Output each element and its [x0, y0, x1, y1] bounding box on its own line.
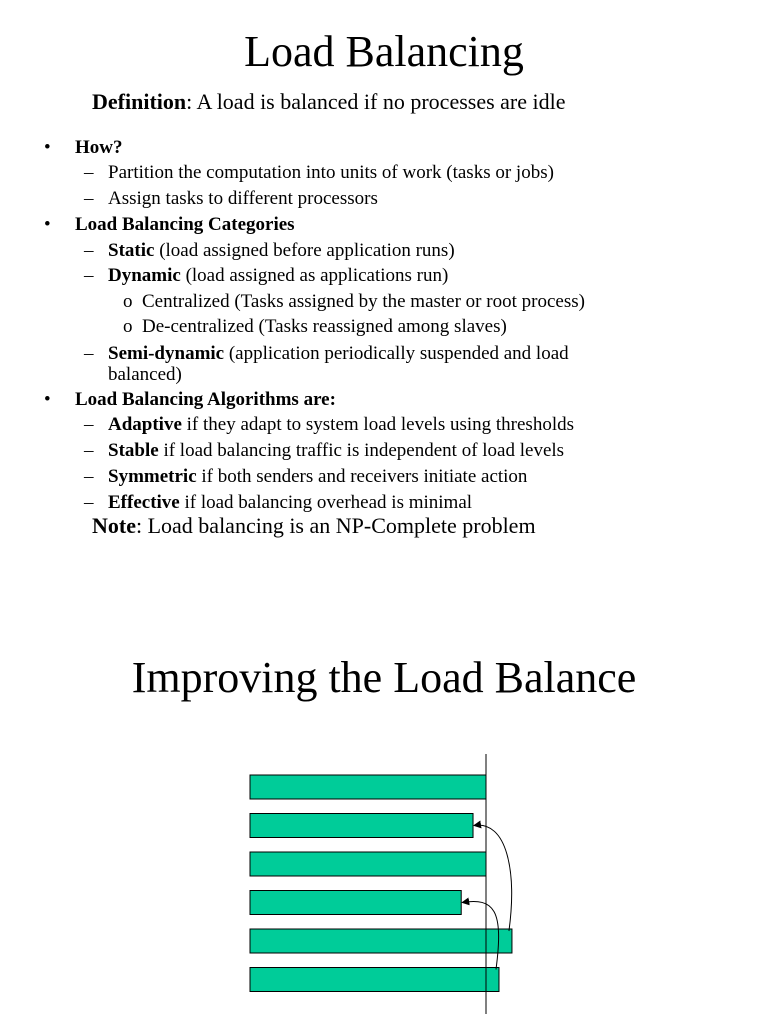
outline-item-text: [108, 465, 527, 488]
slide-title: Load Balancing: [244, 27, 524, 76]
load-bar: [250, 852, 486, 876]
dash-marker: –: [84, 414, 94, 435]
dash-marker: –: [84, 466, 94, 487]
outline-item-text: [108, 491, 472, 514]
outline-item-text: [108, 363, 182, 386]
definition-text: : A load is balanced if no processes are idle: [186, 89, 566, 114]
circle-marker: o: [123, 316, 133, 337]
dash-marker: –: [84, 492, 94, 513]
outline-item-text: [142, 290, 585, 313]
outline-item-text: [75, 136, 123, 159]
dash-marker: –: [84, 188, 94, 209]
dash-marker: –: [84, 440, 94, 461]
outline-item-term: Load Balancing Algorithms are:: [75, 389, 336, 410]
outline-item-term: How?: [75, 137, 123, 158]
circle-marker: o: [123, 291, 133, 312]
second-slide-title: Improving the Load Balance: [131, 653, 637, 702]
outline-item-text: [142, 315, 507, 338]
load-balance-diagram: [0, 750, 768, 1024]
outline-item-text: [75, 388, 336, 411]
outline-item-detail: Assign tasks to different processors: [108, 188, 378, 209]
outline-item-detail: balanced): [108, 364, 182, 385]
outline-item-term: Adaptive: [108, 414, 182, 435]
bullet-marker: •: [44, 137, 51, 158]
load-bar: [250, 891, 461, 915]
outline-item-detail: if load balancing overhead is minimal: [179, 492, 473, 513]
outline-item-text: [108, 413, 574, 436]
outline-item-term: Dynamic: [108, 265, 181, 286]
outline-item-detail: if they adapt to system load levels using thresholds: [181, 414, 574, 435]
outline-item-term: Symmetric: [108, 466, 197, 487]
outline-item-text: [108, 161, 554, 184]
definition-term: Definition: [92, 89, 187, 114]
outline-item-detail: De-centralized (Tasks reassigned among slaves): [142, 316, 507, 337]
migration-arrow: [474, 825, 512, 931]
load-bar: [250, 929, 512, 953]
outline-item-term: Effective: [108, 492, 180, 513]
outline-item-detail: if load balancing traffic is independent of load levels: [158, 440, 565, 461]
bullet-marker: •: [44, 389, 51, 410]
note-text: : Load balancing is an NP-Complete problem: [135, 513, 536, 538]
load-bar: [250, 814, 473, 838]
note-term: Note: [92, 513, 136, 538]
outline-item-text: [108, 239, 455, 262]
dash-marker: –: [84, 240, 94, 261]
dash-marker: –: [84, 162, 94, 183]
outline-item-term: Static: [108, 240, 155, 261]
definition-line: [92, 88, 566, 116]
outline-item-detail: Centralized (Tasks assigned by the master or root process): [142, 291, 585, 312]
outline-item-term: Load Balancing Categories: [75, 214, 295, 235]
load-bar: [250, 775, 486, 799]
outline-item-text: [108, 187, 378, 210]
note-line: [92, 512, 536, 540]
outline-item-detail: (application periodically suspended and load: [224, 343, 569, 364]
outline-item-detail: (load assigned before application runs): [154, 240, 455, 261]
dash-marker: –: [84, 265, 94, 286]
dash-marker: –: [84, 343, 94, 364]
outline-item-text: [108, 264, 448, 287]
outline-item-text: [75, 213, 295, 236]
outline-item-term: Stable: [108, 440, 159, 461]
outline-item-detail: if both senders and receivers initiate action: [196, 466, 528, 487]
bullet-marker: •: [44, 214, 51, 235]
outline-item-detail: (load assigned as applications run): [180, 265, 449, 286]
outline-item-text: [108, 439, 564, 462]
load-bar: [250, 968, 499, 992]
outline-item-term: Semi-dynamic: [108, 343, 225, 364]
outline-item-text: [108, 342, 569, 365]
outline-item-detail: Partition the computation into units of work (tasks or jobs): [108, 162, 554, 183]
